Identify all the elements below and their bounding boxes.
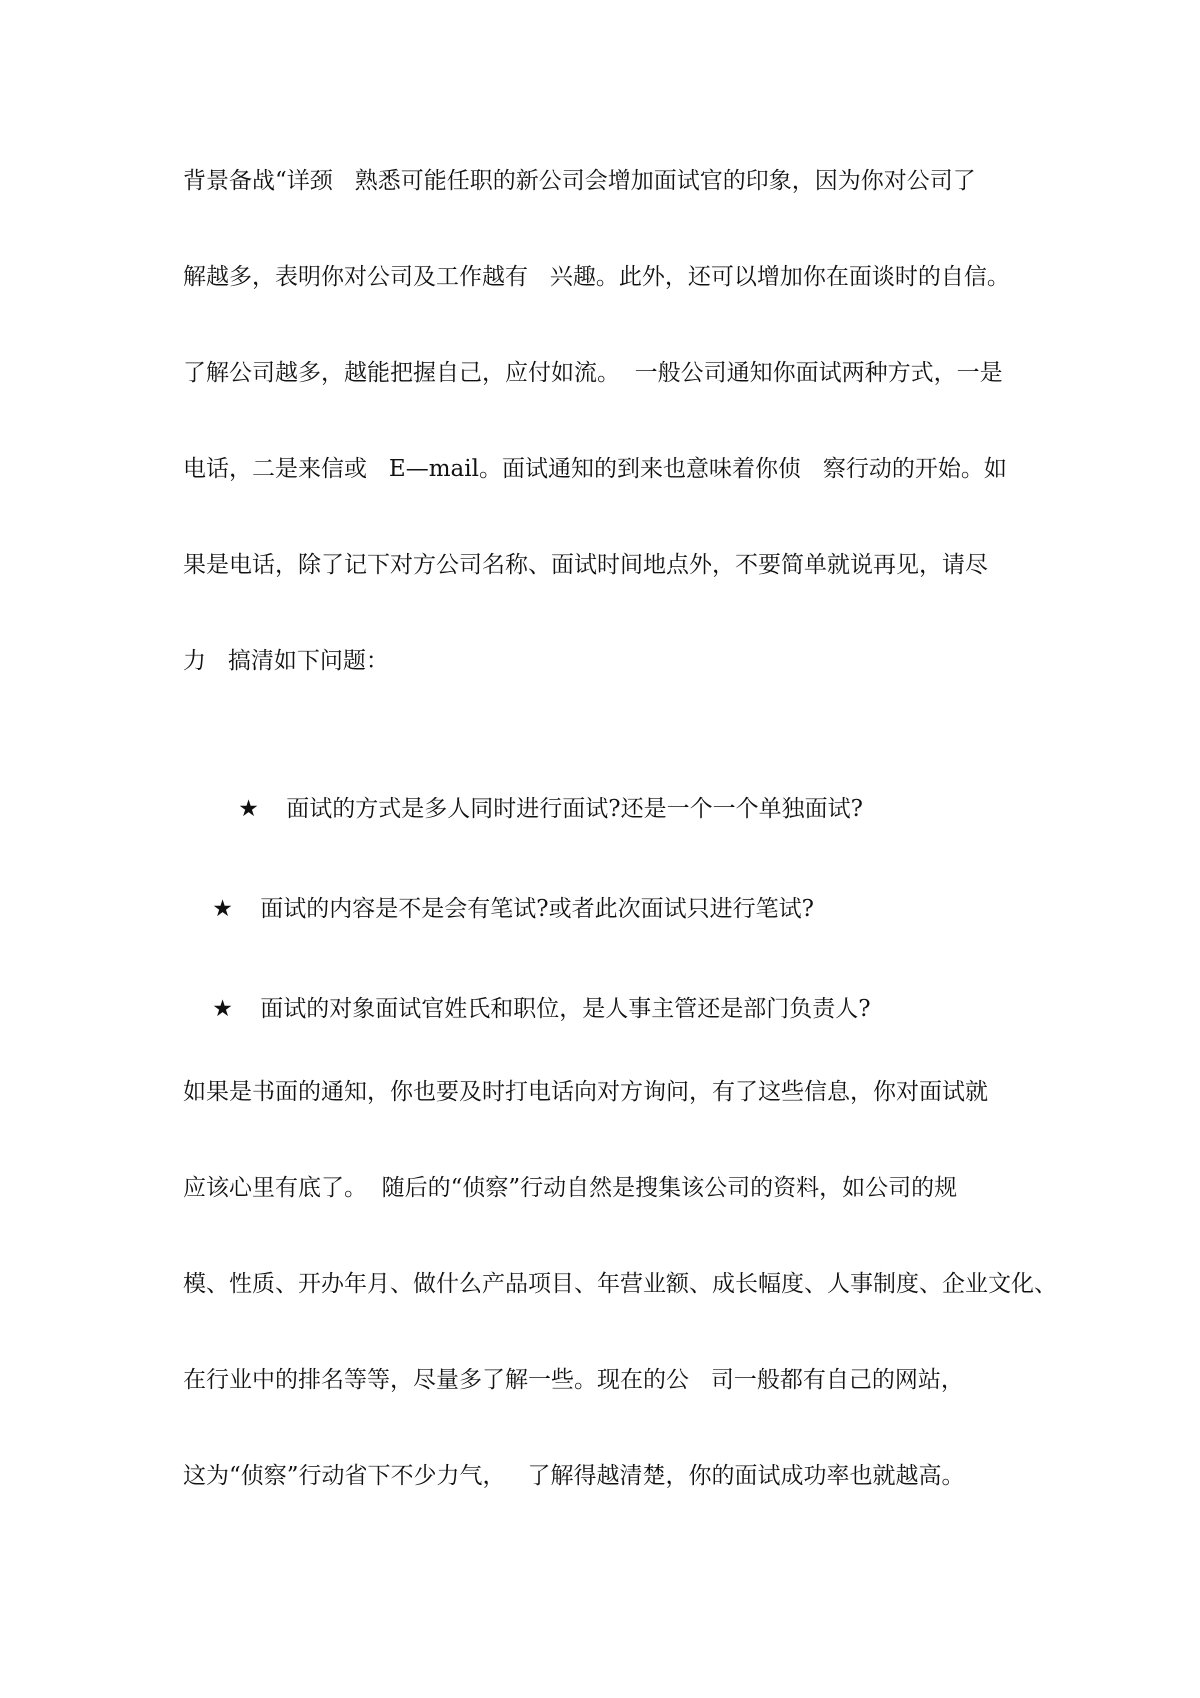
paragraph-line: 应该心里有底了。 随后的“侦察”行动自然是搜集该公司的资料，如公司的规 — [183, 1175, 958, 1201]
paragraph-line: 背景备战“详颈 熟悉可能任职的新公司会增加面试官的印象，因为你对公司了 — [183, 168, 976, 194]
bullet-item — [183, 861, 814, 957]
bullet-item — [183, 961, 871, 1057]
bullet-text: 面试的方式是多人同时进行面试?还是一个一个单独面试? — [286, 796, 863, 822]
star-icon: ★ — [212, 896, 233, 922]
paragraph-line: 模、性质、开办年月、做什么产品项目、年营业额、成长幅度、人事制度、企业文化、 — [183, 1271, 1057, 1297]
paragraph-line: 这为“侦察”行动省下不少力气， 了解得越清楚，你的面试成功率也就越高。 — [183, 1463, 965, 1489]
paragraph-line: 了解公司越多，越能把握自己，应付如流。 一般公司通知你面试两种方式，一是 — [183, 360, 1003, 386]
paragraph-line: 果是电话，除了记下对方公司名称、面试时间地点外，不要简单就说再见，请尽 — [183, 552, 988, 578]
paragraph-line: 力 搞清如下问题： — [183, 648, 389, 674]
bullet-text: 面试的对象面试官姓氏和职位，是人事主管还是部门负责人? — [260, 996, 871, 1022]
paragraph-line: 如果是书面的通知，你也要及时打电话向对方询问，有了这些信息，你对面试就 — [183, 1079, 988, 1105]
paragraph-line: 电话，二是来信或 E—mail。面试通知的到来也意味着你侦 察行动的开始。如 — [183, 456, 1007, 482]
paragraph-line: 在行业中的排名等等，尽量多了解一些。现在的公 司一般都有自己的网站， — [183, 1367, 964, 1393]
paragraph-line: 解越多，表明你对公司及工作越有 兴趣。此外，还可以增加你在面谈时的自信。 — [183, 264, 1010, 290]
bullet-item — [209, 761, 863, 857]
bullet-text: 面试的内容是不是会有笔试?或者此次面试只进行笔试? — [260, 896, 814, 922]
star-icon: ★ — [238, 796, 259, 822]
star-icon: ★ — [212, 996, 233, 1022]
